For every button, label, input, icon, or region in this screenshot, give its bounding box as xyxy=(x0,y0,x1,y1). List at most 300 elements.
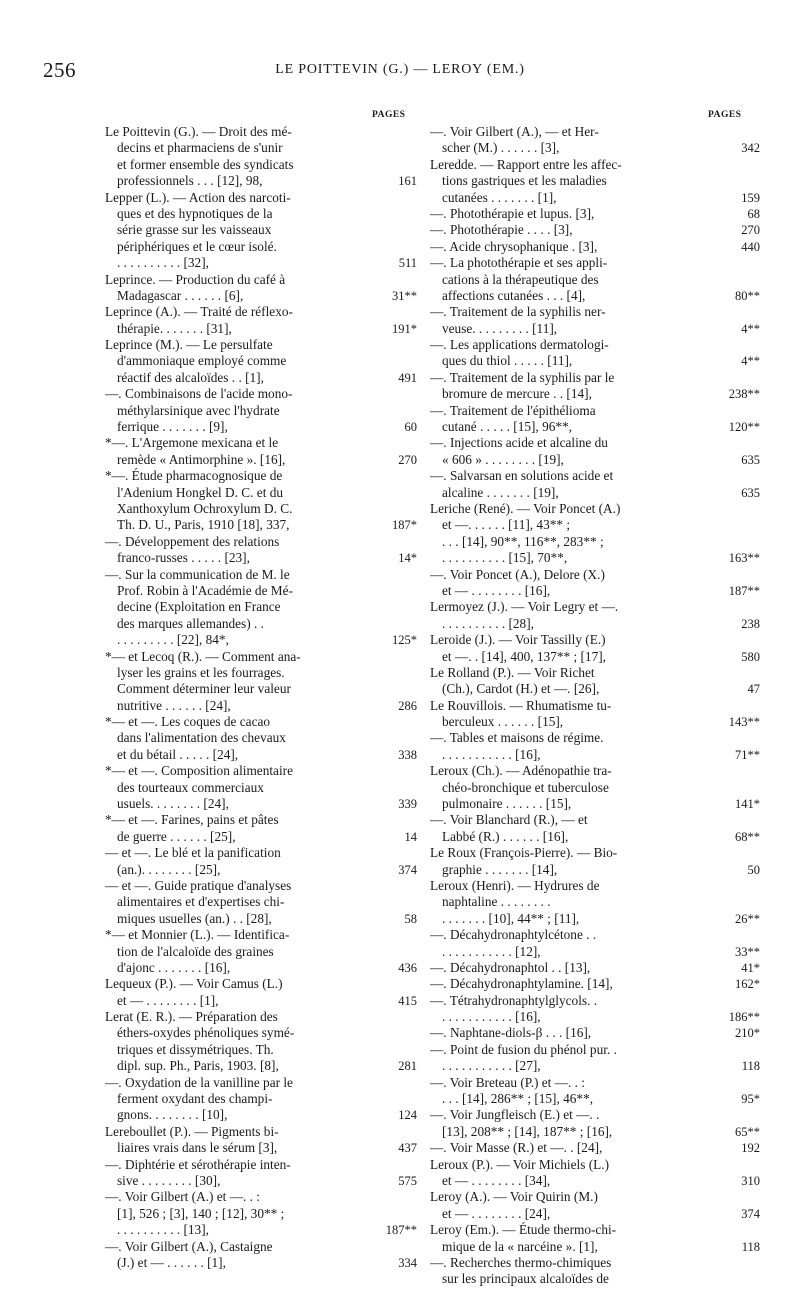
index-line xyxy=(430,239,760,255)
index-entry-text: —. Combinaisons de l'acide mono- xyxy=(105,386,293,402)
index-page-ref: 210* xyxy=(735,1026,760,1041)
index-entry-text: —. Tables et maisons de régime. xyxy=(430,730,604,746)
index-page-ref: 65** xyxy=(735,1124,760,1139)
index-entry-text: *— et Lecoq (R.). — Comment ana- xyxy=(105,648,301,664)
index-entry-text: —. Sur la communication de M. le xyxy=(105,566,290,582)
index-entry-text: Madagascar . . . . . . [6], xyxy=(117,287,244,303)
index-entry-text: gnons. . . . . . . . [10], xyxy=(117,1107,228,1123)
index-entry-text: [13], 208** ; [14], 187** ; [16], xyxy=(442,1123,613,1139)
index-line xyxy=(105,763,417,779)
index-line xyxy=(430,567,760,583)
index-entry-text: scher (M.) . . . . . . [3], xyxy=(442,140,560,156)
index-entry-text: Lereboullet (P.). — Pigments bi- xyxy=(105,1123,279,1139)
index-entry-text: Leroux (Henri). — Hydrures de xyxy=(430,877,600,893)
index-entry-text: Leprince (M.). — Le persulfate xyxy=(105,337,273,353)
index-entry-text: thérapie. . . . . . . [31], xyxy=(117,320,232,336)
index-entry-text: —. Décahydronaphtylamine. [14], xyxy=(430,976,613,992)
index-entry-text: —. Voir Breteau (P.) et —. . : xyxy=(430,1074,585,1090)
index-entry-text: —. La photothérapie et ses appli- xyxy=(430,255,608,271)
index-entry-text: périphériques et le cœur isolé. xyxy=(117,238,277,254)
index-entry-text: —. Voir Poncet (A.), Delore (X.) xyxy=(430,566,605,582)
index-entry-text: —. Acide chrysophanique . [3], xyxy=(430,238,598,254)
index-line xyxy=(105,288,417,304)
index-entry-text: Le Poittevin (G.). — Droit des mé- xyxy=(105,124,292,139)
index-entry-text: decine (Exploitation en France xyxy=(117,599,281,615)
index-entry-text: d'ajonc . . . . . . . [16], xyxy=(117,959,231,975)
index-line xyxy=(105,222,417,238)
index-line xyxy=(430,894,760,910)
index-line xyxy=(430,1058,760,1074)
index-entry-text: Leredde. — Rapport entre les affec- xyxy=(430,156,622,172)
index-entry-text: éthers-oxydes phénoliques symé- xyxy=(117,1025,295,1041)
index-entry-text: Leroy (Em.). — Étude thermo-chi- xyxy=(430,1222,617,1238)
index-page-ref: 68 xyxy=(747,206,760,221)
index-page-ref: 374 xyxy=(741,1206,760,1221)
index-line xyxy=(430,1189,760,1205)
index-line xyxy=(105,567,417,583)
index-line xyxy=(105,681,417,697)
index-entry-text: veuse. . . . . . . . . [11], xyxy=(442,320,558,336)
index-line xyxy=(430,140,760,156)
index-line xyxy=(430,927,760,943)
index-page-ref: 270 xyxy=(741,223,760,238)
index-line xyxy=(105,730,417,746)
index-line xyxy=(105,878,417,894)
index-entry-text: Leriche (René). — Voir Poncet (A.) xyxy=(430,500,621,516)
index-line xyxy=(105,1025,417,1041)
index-line xyxy=(105,665,417,681)
index-line xyxy=(105,829,417,845)
index-line xyxy=(105,435,417,451)
index-entry-text: dans l'alimentation des chevaux xyxy=(117,730,286,746)
index-line xyxy=(105,173,417,189)
index-entry-text: decins et pharmaciens de s'unir xyxy=(117,140,283,156)
index-entry-text: —. Photothérapie et lupus. [3], xyxy=(430,205,595,221)
index-page-ref: 60 xyxy=(404,420,417,435)
index-line xyxy=(430,993,760,1009)
index-line xyxy=(430,714,760,730)
index-entry-text: . . . . . . . [10], 44** ; [11], xyxy=(442,910,580,926)
index-line xyxy=(430,550,760,566)
index-entry-text: mique de la « narcéine ». [1], xyxy=(442,1238,598,1254)
index-line xyxy=(430,255,760,271)
index-line xyxy=(105,845,417,861)
index-line xyxy=(105,206,417,222)
index-line xyxy=(430,1271,760,1287)
index-entry-text: —. Photothérapie . . . . [3], xyxy=(430,222,573,238)
index-line xyxy=(430,353,760,369)
index-entry-text: professionnels . . . [12], 98, xyxy=(117,173,263,189)
index-entry-text: Th. D. U., Paris, 1910 [18], 337, xyxy=(117,517,290,533)
index-line xyxy=(430,157,760,173)
index-line xyxy=(105,485,417,501)
index-line xyxy=(105,780,417,796)
index-entry-text: —. Tétrahydronaphtylglycols. . xyxy=(430,992,598,1008)
index-entry-text: . . . . . . . . . . [28], xyxy=(442,615,534,631)
index-line xyxy=(430,649,760,665)
index-page-ref: 95* xyxy=(741,1092,760,1107)
index-entry-text: Leprince. — Production du café à xyxy=(105,271,286,287)
index-entry-text: —. Voir Blanchard (R.), — et xyxy=(430,812,588,828)
index-page-ref: 338 xyxy=(398,747,417,762)
index-entry-text: . . . [14], 90**, 116**, 283** ; xyxy=(442,533,604,549)
index-page-ref: 118 xyxy=(741,1239,760,1254)
index-page-ref: 141* xyxy=(735,797,760,812)
index-entry-text: (an.). . . . . . . . [25], xyxy=(117,861,221,877)
index-entry-text: —. Décahydronaphtylcétone . . xyxy=(430,927,597,943)
index-line xyxy=(430,796,760,812)
index-line xyxy=(430,337,760,353)
index-entry-text: —. Recherches thermo-chimiques xyxy=(430,1254,612,1270)
index-line xyxy=(105,370,417,386)
index-line xyxy=(105,583,417,599)
index-line xyxy=(105,993,417,1009)
index-page-ref: 192 xyxy=(741,1141,760,1156)
index-entry-text: —. Décahydronaphtol . . [13], xyxy=(430,959,591,975)
index-line xyxy=(105,960,417,976)
index-page-ref: 238** xyxy=(728,387,760,402)
index-entry-text: alimentaires et d'expertises chi- xyxy=(117,894,285,910)
index-entry-text: et former ensemble des syndicats xyxy=(117,156,294,172)
index-entry-text: Lermoyez (J.). — Voir Legry et —. xyxy=(430,599,619,615)
index-entry-text: ferrique . . . . . . . [9], xyxy=(117,419,228,435)
index-entry-text: —. Salvarsan en solutions acide et xyxy=(430,468,614,484)
index-entry-text: —. Naphtane-diols-β . . . [16], xyxy=(430,1025,592,1041)
index-entry-text: — et —. Le blé et la panification xyxy=(105,845,281,861)
index-line xyxy=(430,124,760,140)
index-line xyxy=(430,206,760,222)
index-page-ref: 339 xyxy=(398,797,417,812)
index-line xyxy=(105,1107,417,1123)
index-entry-text: des marques allemandes) . . xyxy=(117,615,264,631)
index-entry-text: sive . . . . . . . . [30], xyxy=(117,1173,221,1188)
index-line xyxy=(105,1189,417,1205)
index-line xyxy=(430,681,760,697)
index-page-ref: 334 xyxy=(398,1255,417,1270)
index-line xyxy=(430,1255,760,1271)
index-entry-text: chéo-bronchique et tuberculose xyxy=(442,779,609,795)
index-line xyxy=(430,812,760,828)
index-line xyxy=(105,649,417,665)
index-entry-text: et —. . [14], 400, 137** ; [17], xyxy=(442,648,606,664)
right-pages-heading: PAGES xyxy=(708,110,742,120)
page-number: 256 xyxy=(43,58,76,82)
index-line xyxy=(105,1239,417,1255)
index-entry-text: Lepper (L.). — Action des narcoti- xyxy=(105,189,291,205)
left-pages-heading: PAGES xyxy=(372,110,406,120)
index-entry-text: cutané . . . . . [15], 96**, xyxy=(442,419,572,435)
index-line xyxy=(430,862,760,878)
index-entry-text: Comment déterminer leur valeur xyxy=(117,681,291,697)
index-page-ref: 71** xyxy=(735,747,760,762)
index-entry-text: Prof. Robin à l'Académie de Mé- xyxy=(117,582,293,598)
index-page-ref: 415 xyxy=(398,993,417,1008)
index-line xyxy=(430,780,760,796)
index-page-ref: 163** xyxy=(728,551,760,566)
index-line xyxy=(430,747,760,763)
index-page-ref: 491 xyxy=(398,370,417,385)
index-line xyxy=(105,599,417,615)
index-line xyxy=(105,944,417,960)
index-entry-text: (J.) et — . . . . . . [1], xyxy=(117,1254,226,1270)
index-entry-text: et — . . . . . . . . [16], xyxy=(442,582,551,598)
index-line xyxy=(105,714,417,730)
index-line xyxy=(105,304,417,320)
index-page-ref: 162* xyxy=(735,977,760,992)
index-entry-text: dipl. sup. Ph., Paris, 1903. [8], xyxy=(117,1058,279,1074)
index-page-ref: 14 xyxy=(404,829,417,844)
index-line xyxy=(105,1058,417,1074)
index-entry-text: [1], 526 ; [3], 140 ; [12], 30** ; xyxy=(117,1205,285,1221)
index-line xyxy=(105,698,417,714)
index-entry-text: —. Traitement de la syphilis par le xyxy=(430,369,615,385)
index-entry-text: triques et dissymétriques. Th. xyxy=(117,1041,274,1057)
index-entry-text: alcaline . . . . . . . [19], xyxy=(442,484,559,500)
right-column xyxy=(430,124,760,1294)
index-entry-text: ques et des hypnotiques de la xyxy=(117,205,273,221)
index-page-ref: 635 xyxy=(741,452,760,467)
index-page-ref: 31** xyxy=(392,288,417,303)
index-line xyxy=(430,435,760,451)
index-line xyxy=(105,1255,417,1271)
index-entry-text: affections cutanées . . . [4], xyxy=(442,287,586,303)
index-line xyxy=(105,616,417,632)
index-line xyxy=(430,288,760,304)
index-line xyxy=(430,386,760,402)
index-line xyxy=(430,976,760,992)
index-line xyxy=(430,599,760,615)
index-entry-text: « 606 » . . . . . . . . [19], xyxy=(442,451,564,467)
index-entry-text: —. Développement des relations xyxy=(105,533,280,549)
index-page-ref: 125* xyxy=(392,633,417,648)
index-entry-text: *— et —. Composition alimentaire xyxy=(105,763,293,779)
index-entry-text: méthylarsinique avec l'hydrate xyxy=(117,402,280,418)
index-entry-text: réactif des alcaloïdes . . [1], xyxy=(117,369,264,385)
index-line xyxy=(105,517,417,533)
index-line xyxy=(105,1042,417,1058)
index-entry-text: —. Traitement de l'épithélioma xyxy=(430,402,596,418)
index-entry-text: ques du thiol . . . . . [11], xyxy=(442,353,573,369)
index-line xyxy=(430,321,760,337)
index-line xyxy=(105,1173,417,1189)
index-entry-text: —. Traitement de la syphilis ner- xyxy=(430,304,606,320)
index-entry-text: cutanées . . . . . . . [1], xyxy=(442,189,557,205)
index-entry-text: . . . . . . . . . . . [16], xyxy=(442,1009,541,1025)
index-line xyxy=(105,239,417,255)
index-line xyxy=(105,1222,417,1238)
index-page-ref: 511 xyxy=(398,256,417,271)
index-entry-text: remède « Antimorphine ». [16], xyxy=(117,451,286,467)
index-entry-text: —. Voir Gilbert (A.) et —. . : xyxy=(105,1189,260,1205)
index-line xyxy=(430,1222,760,1238)
index-entry-text: —. Voir Gilbert (A.), — et Her- xyxy=(430,124,599,139)
index-line xyxy=(430,1075,760,1091)
index-line xyxy=(105,1140,417,1156)
index-line xyxy=(105,124,417,140)
index-entry-text: Leroide (J.). — Voir Tassilly (E.) xyxy=(430,632,606,648)
index-page-ref: 310 xyxy=(741,1174,760,1188)
index-line xyxy=(430,1173,760,1189)
index-line xyxy=(430,1206,760,1222)
index-line xyxy=(430,1091,760,1107)
index-line xyxy=(105,894,417,910)
index-line xyxy=(105,403,417,419)
index-page-ref: 33** xyxy=(735,944,760,959)
index-entry-text: —. Voir Jungfleisch (E.) et —. . xyxy=(430,1107,600,1123)
index-line xyxy=(430,960,760,976)
index-line xyxy=(430,534,760,550)
index-line xyxy=(430,190,760,206)
index-line xyxy=(430,452,760,468)
index-page-ref: 4** xyxy=(741,354,760,369)
index-entry-text: Xanthoxylum Ochroxylum D. C. xyxy=(117,500,293,516)
index-page-ref: 4** xyxy=(741,321,760,336)
index-entry-text: —. Diphtérie et sérothérapie inten- xyxy=(105,1156,291,1172)
index-page-ref: 238 xyxy=(741,616,760,631)
index-line xyxy=(430,1140,760,1156)
index-page-ref: 187** xyxy=(385,1223,417,1238)
index-line xyxy=(105,140,417,156)
index-line xyxy=(430,829,760,845)
index-line xyxy=(430,632,760,648)
index-line xyxy=(105,796,417,812)
index-page-ref: 143** xyxy=(728,715,760,730)
index-line xyxy=(105,927,417,943)
index-entry-text: série grasse sur les vaisseaux xyxy=(117,222,272,238)
index-entry-text: berculeux . . . . . . [15], xyxy=(442,714,564,730)
index-line xyxy=(430,665,760,681)
index-entry-text: . . . . . . . . . . [13], xyxy=(117,1222,209,1238)
index-line xyxy=(105,272,417,288)
index-entry-text: bromure de mercure . . [14], xyxy=(442,386,592,402)
index-entry-text: —. Oxydation de la vanilline par le xyxy=(105,1074,293,1090)
index-entry-text: . . . . . . . . . . . [27], xyxy=(442,1058,541,1074)
index-entry-text: *— et Monnier (L.). — Identifica- xyxy=(105,927,290,943)
index-page-ref: 191* xyxy=(392,321,417,336)
index-page-ref: 281 xyxy=(398,1059,417,1074)
index-entry-text: . . . [14], 286** ; [15], 46**, xyxy=(442,1091,594,1107)
index-line xyxy=(105,1124,417,1140)
index-entry-text: liaires vrais dans le sérum [3], xyxy=(117,1140,278,1156)
index-entry-text: . . . . . . . . . [22], 84*, xyxy=(117,632,229,648)
index-line xyxy=(105,386,417,402)
index-line xyxy=(105,353,417,369)
index-line xyxy=(105,550,417,566)
index-entry-text: et — . . . . . . . . [1], xyxy=(117,992,219,1008)
index-line xyxy=(430,403,760,419)
index-line xyxy=(105,862,417,878)
index-line xyxy=(105,747,417,763)
index-entry-text: —. Voir Gilbert (A.), Castaigne xyxy=(105,1238,273,1254)
index-page-ref: 436 xyxy=(398,960,417,975)
index-line xyxy=(430,1025,760,1041)
index-entry-text: Lerat (E. R.). — Préparation des xyxy=(105,1009,278,1025)
index-page-ref: 159 xyxy=(741,190,760,205)
index-page-ref: 118 xyxy=(741,1059,760,1074)
index-page-ref: 120** xyxy=(728,420,760,435)
index-line xyxy=(105,812,417,828)
index-entry-text: Labbé (R.) . . . . . . [16], xyxy=(442,828,569,844)
index-page-ref: 26** xyxy=(735,911,760,926)
index-line xyxy=(430,1042,760,1058)
index-line xyxy=(430,1009,760,1025)
index-entry-text: graphie . . . . . . . [14], xyxy=(442,861,558,877)
index-page-ref: 80** xyxy=(735,288,760,303)
index-entry-text: sur les principaux alcaloïdes de xyxy=(442,1271,609,1287)
index-entry-text: —. Point de fusion du phénol pur. . xyxy=(430,1041,617,1057)
index-line xyxy=(430,911,760,927)
index-line xyxy=(105,157,417,173)
index-page-ref: 58 xyxy=(404,911,417,926)
index-line xyxy=(430,944,760,960)
index-line xyxy=(430,616,760,632)
index-page-ref: 47 xyxy=(747,682,760,697)
index-line xyxy=(105,1091,417,1107)
index-page-ref: 580 xyxy=(741,649,760,664)
index-line xyxy=(430,272,760,288)
index-entry-text: tion de l'alcaloïde des graines xyxy=(117,943,274,959)
index-line xyxy=(430,1239,760,1255)
index-line xyxy=(105,501,417,517)
index-entry-text: et —. . . . . . [11], 43** ; xyxy=(442,517,571,533)
index-line xyxy=(105,419,417,435)
index-entry-text: Leroux (P.). — Voir Michiels (L.) xyxy=(430,1156,609,1172)
index-line xyxy=(105,321,417,337)
index-entry-text: —. Injections acide et alcaline du xyxy=(430,435,608,451)
index-line xyxy=(430,878,760,894)
index-line xyxy=(430,583,760,599)
index-line xyxy=(430,698,760,714)
index-entry-text: Lequeux (P.). — Voir Camus (L.) xyxy=(105,976,283,992)
index-page-ref: 437 xyxy=(398,1141,417,1156)
index-line xyxy=(430,485,760,501)
index-line xyxy=(430,730,760,746)
index-page-ref: 124 xyxy=(398,1108,417,1123)
index-entry-text: . . . . . . . . . . . [16], xyxy=(442,746,541,762)
index-entry-text: franco-russes . . . . . [23], xyxy=(117,550,250,566)
index-line xyxy=(430,1107,760,1123)
index-entry-text: *—. Étude pharmacognosique de xyxy=(105,468,283,484)
index-page-ref: 186** xyxy=(728,1010,760,1025)
index-entry-text: —. Les applications dermatologi- xyxy=(430,337,609,353)
index-entry-text: *—. L'Argemone mexicana et le xyxy=(105,435,279,451)
index-line xyxy=(430,370,760,386)
index-line xyxy=(430,517,760,533)
index-page-ref: 68** xyxy=(735,829,760,844)
index-line xyxy=(105,337,417,353)
index-line xyxy=(430,1124,760,1140)
index-page-ref: 635 xyxy=(741,485,760,500)
index-line xyxy=(105,452,417,468)
index-line xyxy=(105,534,417,550)
index-entry-text: de guerre . . . . . . [25], xyxy=(117,828,236,844)
index-entry-text: *— et —. Les coques de cacao xyxy=(105,714,271,730)
index-entry-text: et — . . . . . . . . [24], xyxy=(442,1205,551,1221)
index-page-ref: 286 xyxy=(398,698,417,713)
index-line xyxy=(105,1009,417,1025)
index-entry-text: Leroux (Ch.). — Adénopathie tra- xyxy=(430,763,612,779)
index-line xyxy=(105,255,417,271)
index-entry-text: . . . . . . . . . . [32], xyxy=(117,255,209,271)
index-line xyxy=(430,419,760,435)
index-line xyxy=(430,763,760,779)
index-line xyxy=(430,173,760,189)
index-line xyxy=(430,468,760,484)
index-page-ref: 41* xyxy=(741,960,760,975)
index-page-ref: 374 xyxy=(398,862,417,877)
index-entry-text: lyser les grains et les fourrages. xyxy=(117,664,285,680)
index-line xyxy=(105,911,417,927)
